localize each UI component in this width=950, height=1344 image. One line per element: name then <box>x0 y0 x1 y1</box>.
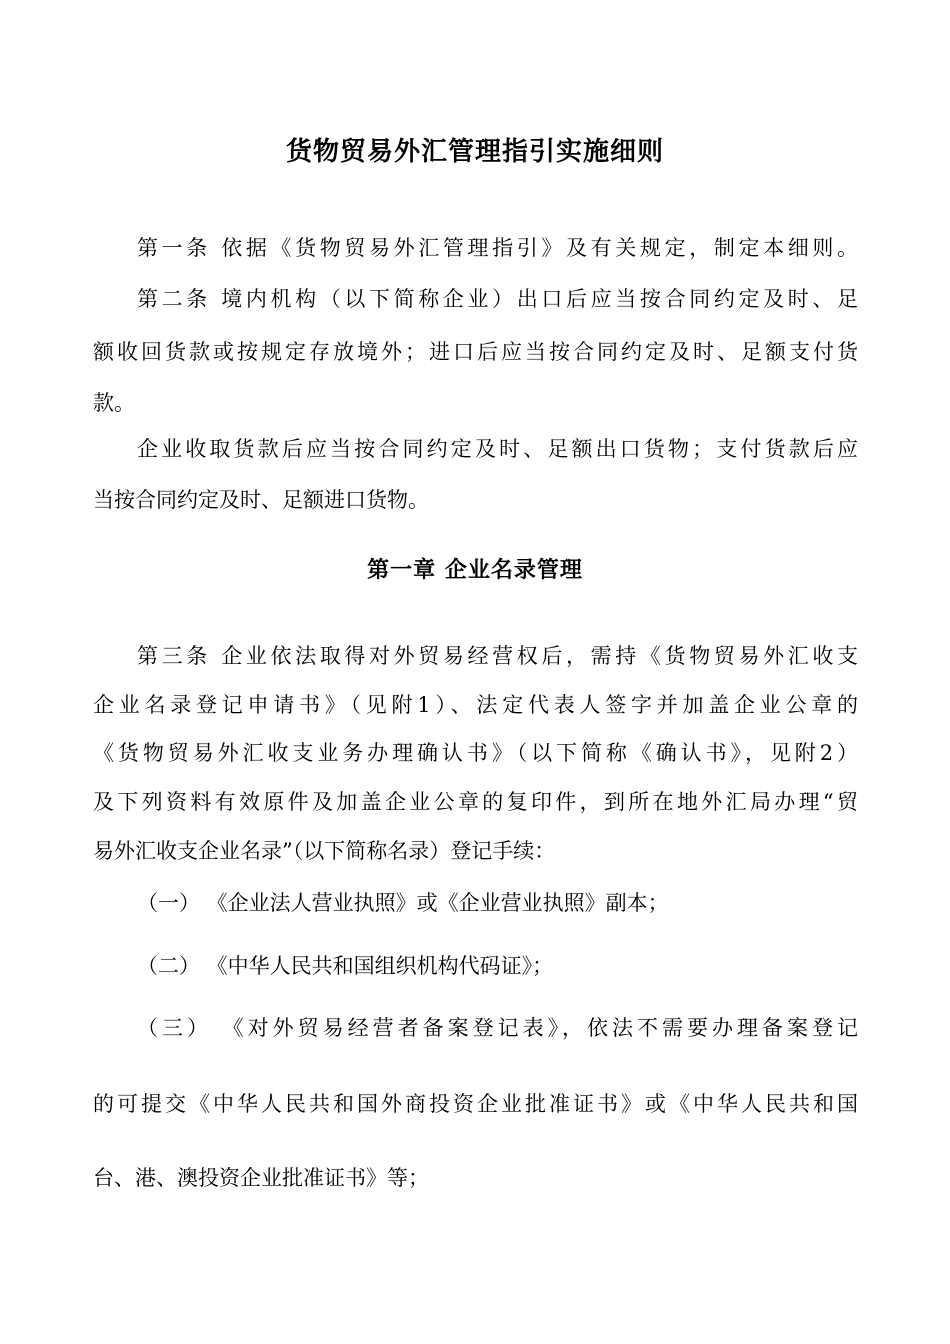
article-1-line: 第一条 依据《货物贸易外汇管理指引》及有关规定，制定本细则。 <box>137 236 858 260</box>
article-3-line-4: 及下列资料有效原件及加盖企业公章的复印件，到所在地外汇局办理“贸 <box>93 790 858 814</box>
chapter-heading: 第一章 企业名录管理 <box>367 558 583 583</box>
document-title: 货物贸易外汇管理指引实施细则 <box>285 137 664 167</box>
article-3-line-3: 《货物贸易外汇收支业务办理确认书》（以下简称《确认书》，见附2） <box>93 741 858 765</box>
item-1: （一） 《企业法人营业执照》或《企业营业执照》副本； <box>137 891 669 915</box>
item-2: （二） 《中华人民共和国组织机构代码证》； <box>137 954 554 978</box>
article-2-line-2: 额收回货款或按规定存放境外；进口后应当按合同约定及时、足额支付货 <box>93 340 858 364</box>
article-2-line-1: 第二条 境内机构（以下简称企业）出口后应当按合同约定及时、足 <box>137 287 858 311</box>
article-3-line-1: 第三条 企业依法取得对外贸易经营权后，需持《货物贸易外汇收支 <box>137 644 858 668</box>
article-3-line-5: 易外汇收支企业名录”（以下简称名录）登记手续： <box>93 839 556 863</box>
item-3-line-2: 的可提交《中华人民共和国外商投资企业批准证书》或《中华人民共和国 <box>93 1092 858 1116</box>
paragraph-line-1: 企业收取货款后应当按合同约定及时、足额出口货物；支付货款后应 <box>137 437 858 461</box>
item-3-line-3: 台、港、澳投资企业批准证书》等； <box>93 1166 429 1190</box>
item-3-line-1: （三） 《对外贸易经营者备案登记表》，依法不需要办理备案登记 <box>137 1016 858 1040</box>
article-3-line-2: 企业名录登记申请书》（见附1）、法定代表人签字并加盖企业公章的 <box>93 693 858 717</box>
paragraph-line-2: 当按合同约定及时、足额进口货物。 <box>93 488 429 512</box>
article-2-line-3: 款。 <box>93 391 135 415</box>
